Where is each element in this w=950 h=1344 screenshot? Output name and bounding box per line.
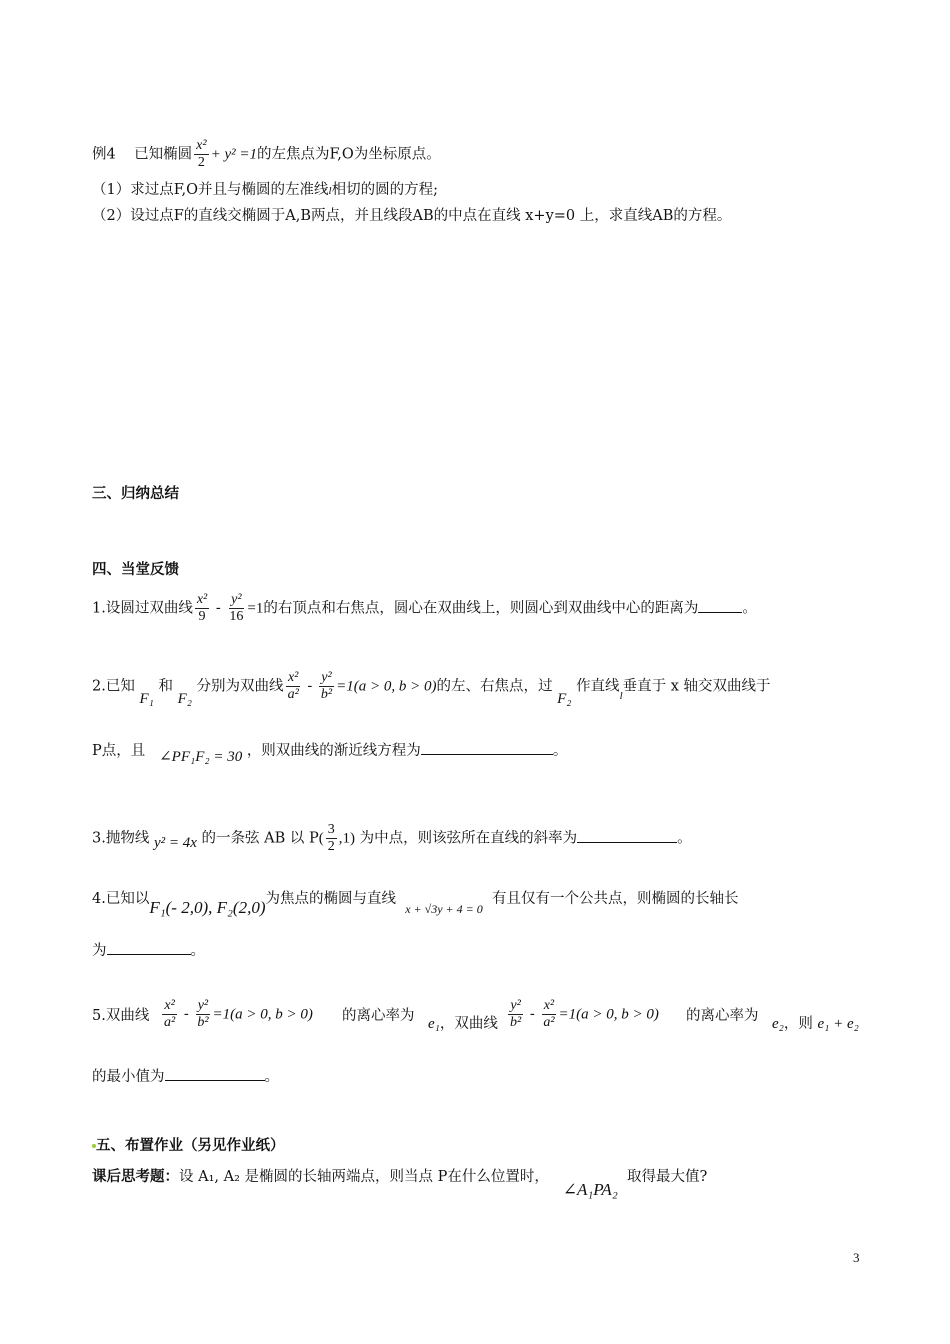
q2-angle-expression: ∠PF₁F₂ = 30 bbox=[159, 749, 243, 765]
q5-e2: e₂，则 e₁ + e₂ bbox=[772, 1016, 859, 1032]
q5-y2-fraction: $\frac{\text{y²}}{\text{b²}}$ bbox=[510, 998, 522, 1030]
q3-parabola: y² = 4x bbox=[153, 834, 197, 851]
question-5: 5.双曲线 bbox=[92, 1008, 150, 1024]
question-5-line2: 的最小值为 。 bbox=[92, 1066, 279, 1087]
question-5-math2: $\frac{\text{y²}}{\text{b²}}$ - $\frac{\text{x²}}{\text{a²}}$ =1(a > 0, b > 0) bbox=[510, 998, 659, 1030]
q5-answer-blank[interactable] bbox=[165, 1066, 265, 1081]
section-feedback-heading: 四、当堂反馈 bbox=[92, 562, 179, 578]
example4-label: 例4 bbox=[92, 146, 116, 163]
q2-answer-blank[interactable] bbox=[421, 740, 553, 755]
q2-y-fraction: $\frac{\text{y²}}{\text{b²}}$ bbox=[320, 670, 333, 702]
example4-intro: 已知椭圆 bbox=[134, 146, 193, 163]
q5-x2-fraction: $\frac{\text{x²}}{\text{a²}}$ bbox=[543, 998, 555, 1030]
page-number: 3 bbox=[853, 1250, 860, 1265]
example4-tail: 的左焦点为F,O为坐标原点。 bbox=[257, 146, 441, 163]
question-4-line2: 为 。 bbox=[92, 940, 205, 961]
think-question: 课后思考题：设 A₁, A₂ 是椭圆的长轴两端点，则当点 P在什么位置时， ∠A₁PA₂ 取得最大值? bbox=[92, 1169, 708, 1199]
think-angle: ∠A₁PA₂ bbox=[562, 1180, 618, 1199]
q4-line-equation: x + √3y + 4 = 0 bbox=[405, 902, 483, 916]
section-summary-heading: 三、归纳总结 bbox=[92, 486, 179, 502]
think-label: 课后思考题： bbox=[92, 1169, 179, 1185]
question-4: 4.已知以F₁(- 2,0), F₂(2,0)为焦点的椭圆与直线 $_{x + √3y + 4 = 0}$ 有且仅有一个公共点，则椭圆的长轴长 bbox=[92, 891, 739, 917]
question-1: 1.设圆过双曲线 $\frac{\text{x²}}{9}$ - $\frac{\text{y²}}{16}$ =1的右顶点和右焦点，圆心在双曲线上，则圆心到双曲线中心的距离为 。 bbox=[92, 592, 757, 624]
example4-part1: （1）求过点F,O并且与椭圆的左准线l相切的圆的方程; bbox=[92, 182, 438, 198]
example4-line bbox=[92, 138, 441, 171]
q3-point-fraction: $\frac{3}{2}$ bbox=[327, 822, 335, 854]
directrix-symbol: l bbox=[328, 185, 332, 197]
question-3: 3.抛物线 y² = 4x 的一条弦 AB 以 P( $\frac{3}{2}$ ,1) 为中点，则该弦所在直线的斜率为 。 bbox=[92, 822, 692, 854]
q2-x-fraction: $\frac{\text{x²}}{\text{a²}}$ bbox=[287, 670, 299, 702]
question-2: 2.已知 F₁ 和 F₂ 分别为双曲线 $\frac{\text{x²}}{\text{a²}}$ - $\frac{\text{y²}}{\text{b²}}$ =1(a > 0, b > 0)的左、右焦点，过 F₂ 作直线$_l$垂直于 x 轴交双曲线于 bbox=[92, 670, 771, 707]
ellipse-fraction: $\frac{\text{x²}}{2}$ bbox=[196, 138, 207, 170]
example4-part2: （2）设过点F的直线交椭圆于A,B两点，并且线段AB的中点在直线 x+y=0 上，求直线AB的方程。 bbox=[92, 208, 732, 224]
q4-foci: F₁(- 2,0), F₂(2,0) bbox=[149, 898, 266, 917]
q5-y-fraction: $\frac{\text{y²}}{\text{b²}}$ bbox=[197, 998, 209, 1030]
question-2-line2: P点，且 ∠PF₁F₂ = 30 ，则双曲线的渐近线方程为 。 bbox=[92, 740, 567, 761]
q1-y-fraction: $\frac{\text{y²}}{16}$ bbox=[229, 592, 244, 624]
q5-e1: e₁，双曲线 bbox=[428, 1016, 498, 1032]
ellipse-equation-rest: + y² =1 bbox=[210, 146, 257, 163]
q3-answer-blank[interactable] bbox=[577, 828, 677, 843]
question-5-math: $\frac{\text{x²}}{\text{a²}}$ - $\frac{\text{y²}}{\text{b²}}$ =1(a > 0, b > 0) bbox=[164, 998, 313, 1030]
question-5-text: 的离心率为 bbox=[342, 1008, 415, 1024]
q5-x-fraction: $\frac{\text{x²}}{\text{a²}}$ bbox=[164, 998, 176, 1030]
q5-sum: e₁ + e₂ bbox=[817, 1016, 859, 1032]
q4-answer-blank[interactable] bbox=[107, 940, 191, 955]
section-homework-heading: 五、布置作业（另见作业纸） bbox=[92, 1136, 285, 1156]
question-5-text2: 的离心率为 bbox=[686, 1008, 759, 1024]
q1-answer-blank[interactable] bbox=[698, 598, 742, 613]
q1-x-fraction: $\frac{\text{x²}}{9}$ bbox=[196, 592, 208, 624]
